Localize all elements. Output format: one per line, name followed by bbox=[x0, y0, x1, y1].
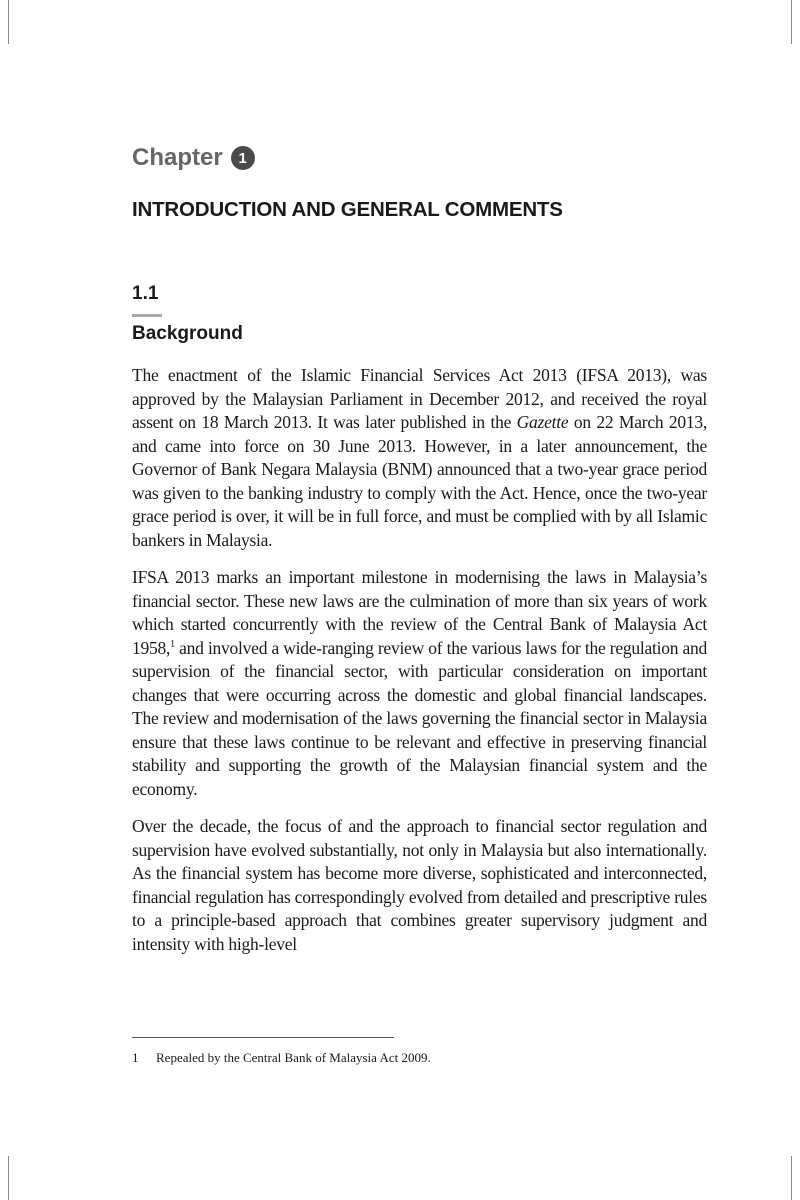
gazette-emphasis: Gazette bbox=[516, 412, 569, 432]
footnote-number: 1 bbox=[132, 1050, 139, 1065]
footnote-reference: 1 bbox=[170, 638, 175, 650]
footnote-text: Repealed by the Central Bank of Malaysia Act 2009. bbox=[156, 1050, 431, 1065]
paragraph-1-text-b: on 22 March 2013, and came into force on 30 June 2013. However, in a later announcement, the Governor of Bank Negara Malaysia (BNM) announced that a two-year grace period was given to the banking industry to comply with the Act. Hence, once the two-year grace period is over, it will be in full force, and must be complied with by all Islamic bankers in Malaysia. bbox=[132, 412, 707, 550]
chapter-number-badge: 1 bbox=[231, 146, 255, 170]
footnote-divider bbox=[132, 1037, 394, 1038]
paragraph-1 bbox=[132, 364, 707, 552]
paragraph-1-text-a: The enactment of the Islamic Financial Services Act 2013 (IFSA 2013), was approved by the Malaysian Parliament in December 2012, and received the royal assent on 18 March 2013. It was later published in the bbox=[132, 365, 707, 432]
chapter-label: Chapter bbox=[132, 144, 223, 171]
chapter-heading bbox=[132, 144, 255, 172]
paragraph-2 bbox=[132, 566, 707, 801]
section-number: 1.1 bbox=[132, 283, 159, 304]
paragraph-2-text-b: and involved a wide-ranging review of the various laws for the regulation and supervision of the financial sector, with particular consideration on important changes that were occurring across the domestic and global financial landscapes. The review and modernisation of the laws governing the financial sector in Malaysia ensure that these laws continue to be relevant and effective in preserving financial stability and supporting the growth of the Malaysian financial system and the economy. bbox=[132, 637, 707, 799]
crop-mark-bottom-right bbox=[791, 1156, 792, 1200]
section-divider bbox=[132, 314, 162, 317]
body-text bbox=[132, 364, 707, 970]
footnote bbox=[132, 1050, 431, 1066]
paragraph-3: Over the decade, the focus of and the approach to financial sector regulation and supervision have evolved substantially, not only in Malaysia but also internationally. As the financial system has become more diverse, sophisticated and interconnected, financial regulation has correspondingly evolved from detailed and prescriptive rules to a principle-based approach that combines greater supervisory judgment and intensity with high-level bbox=[132, 816, 707, 954]
crop-mark-top-right bbox=[791, 0, 792, 44]
paragraph-2-text-a: IFSA 2013 marks an important milestone in modernising the laws in Malaysia’s financial sector. These new laws are the culmination of more than six years of work which started concurrently with the review of the Central Bank of Malaysia Act 1958, bbox=[132, 567, 707, 658]
crop-mark-bottom-left bbox=[8, 1156, 9, 1200]
section-title: Background bbox=[132, 323, 243, 344]
crop-mark-top-left bbox=[8, 0, 9, 44]
chapter-title: INTRODUCTION AND GENERAL COMMENTS bbox=[132, 198, 563, 221]
